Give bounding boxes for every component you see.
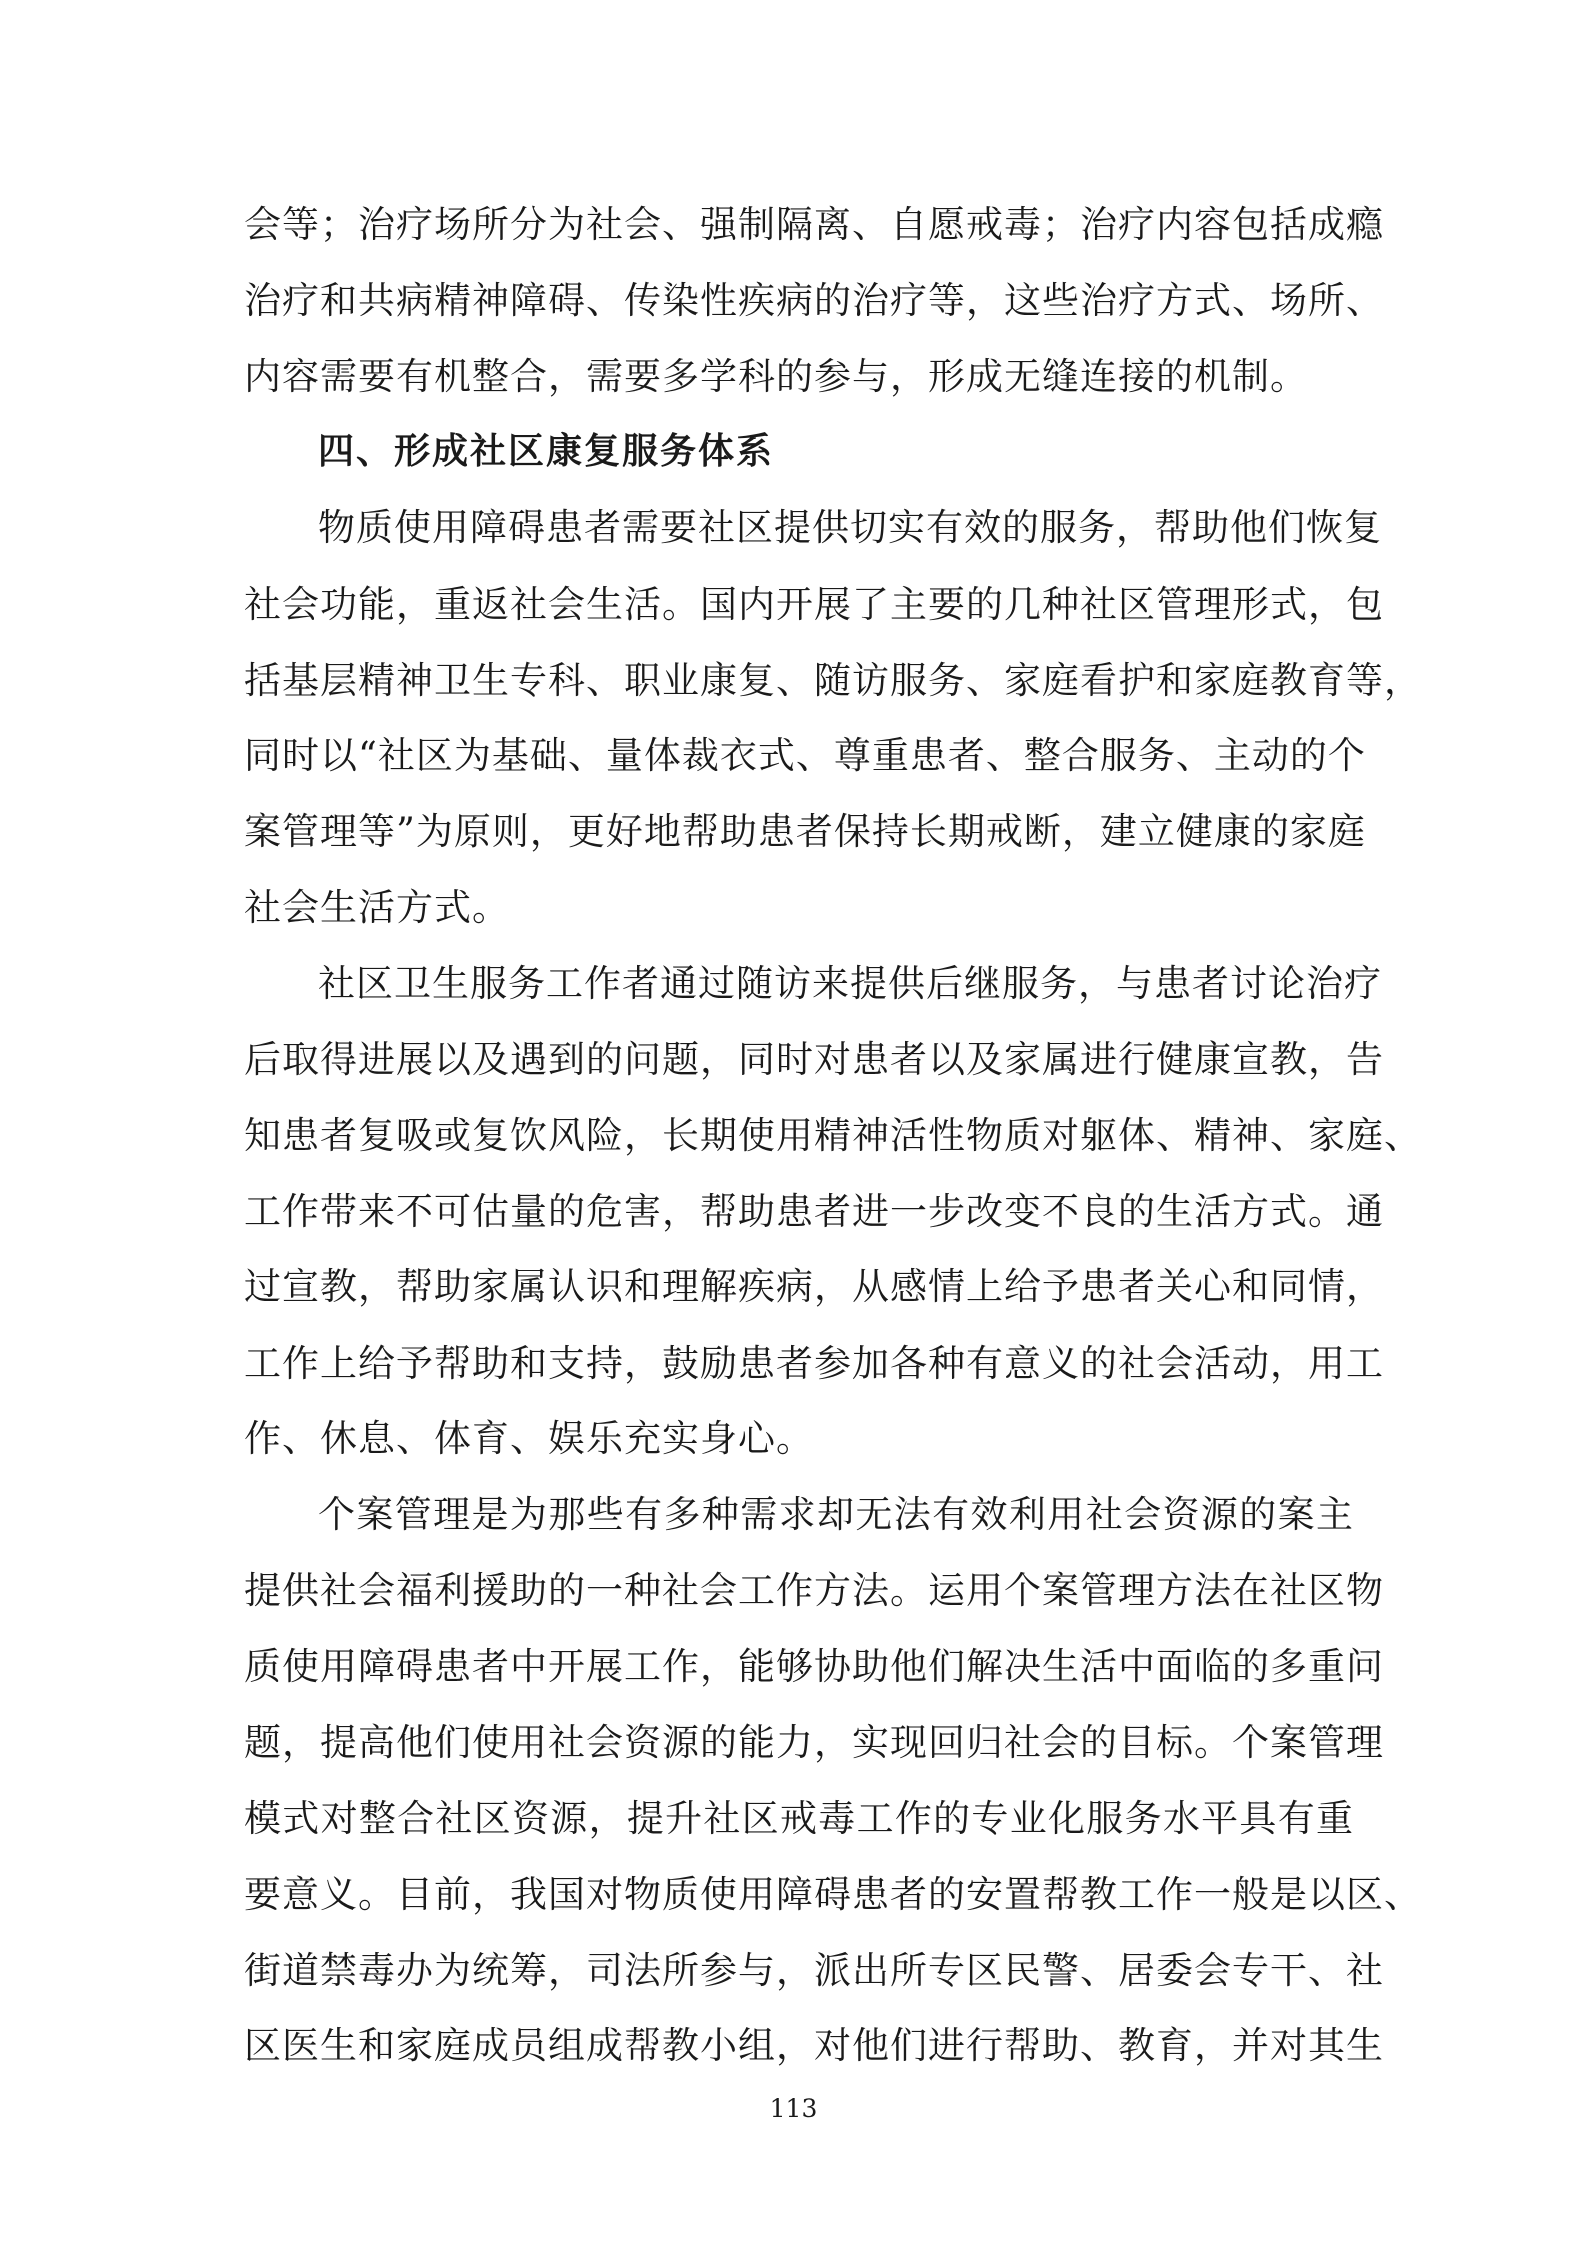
body-text-line: 提供社会福利援助的一种社会工作方法。运用个案管理方法在社区物 [244, 1569, 1384, 1612]
body-text-line: 作、休息、体育、娱乐充实身心。 [244, 1417, 814, 1460]
body-text-line: 要意义。目前，我国对物质使用障碍患者的安置帮教工作一般是以区、 [244, 1873, 1422, 1916]
body-text-line: 案管理等”为原则，更好地帮助患者保持长期戒断，建立健康的家庭 [244, 810, 1366, 853]
body-text-line: 质使用障碍患者中开展工作，能够协助他们解决生活中面临的多重问 [244, 1645, 1384, 1688]
section-heading: 四、形成社区康复服务体系 [318, 431, 775, 472]
body-text-line: 物质使用障碍患者需要社区提供切实有效的服务，帮助他们恢复 [318, 506, 1382, 549]
body-text-line: 治疗和共病精神障碍、传染性疾病的治疗等，这些治疗方式、场所、 [244, 279, 1384, 322]
page-number: 113 [769, 2094, 818, 2123]
body-text-line: 街道禁毒办为统筹，司法所参与，派出所专区民警、居委会专干、社 [244, 1949, 1384, 1992]
body-text-line: 内容需要有机整合，需要多学科的参与，形成无缝连接的机制。 [244, 355, 1308, 398]
body-text-line: 模式对整合社区资源，提升社区戒毒工作的专业化服务水平具有重 [244, 1797, 1354, 1840]
body-text-line: 个案管理是为那些有多种需求却无法有效利用社会资源的案主 [318, 1493, 1354, 1536]
body-text-line: 后取得进展以及遇到的问题，同时对患者以及家属进行健康宣教，告 [244, 1038, 1384, 1081]
body-text-line: 同时以“社区为基础、量体裁衣式、尊重患者、整合服务、主动的个 [244, 734, 1366, 777]
body-text-line: 社会功能，重返社会生活。国内开展了主要的几种社区管理形式，包 [244, 583, 1384, 626]
body-text-line: 题，提高他们使用社会资源的能力，实现回归社会的目标。个案管理 [244, 1721, 1384, 1764]
body-text-line: 工作带来不可估量的危害，帮助患者进一步改变不良的生活方式。通 [244, 1190, 1384, 1233]
body-text-line: 会等；治疗场所分为社会、强制隔离、自愿戒毒；治疗内容包括成瘾 [244, 203, 1384, 246]
body-text-line: 区医生和家庭成员组成帮教小组，对他们进行帮助、教育，并对其生 [244, 2024, 1384, 2067]
body-text-line: 社区卫生服务工作者通过随访来提供后继服务，与患者讨论治疗 [318, 962, 1382, 1005]
body-text-line: 社会生活方式。 [244, 886, 510, 929]
body-text-line: 过宣教，帮助家属认识和理解疾病，从感情上给予患者关心和同情， [244, 1265, 1384, 1308]
body-text-line: 工作上给予帮助和支持，鼓励患者参加各种有意义的社会活动，用工 [244, 1342, 1384, 1385]
body-text-line: 知患者复吸或复饮风险，长期使用精神活性物质对躯体、精神、家庭、 [244, 1114, 1422, 1157]
body-text-line: 括基层精神卫生专科、职业康复、随访服务、家庭看护和家庭教育等， [244, 659, 1422, 702]
